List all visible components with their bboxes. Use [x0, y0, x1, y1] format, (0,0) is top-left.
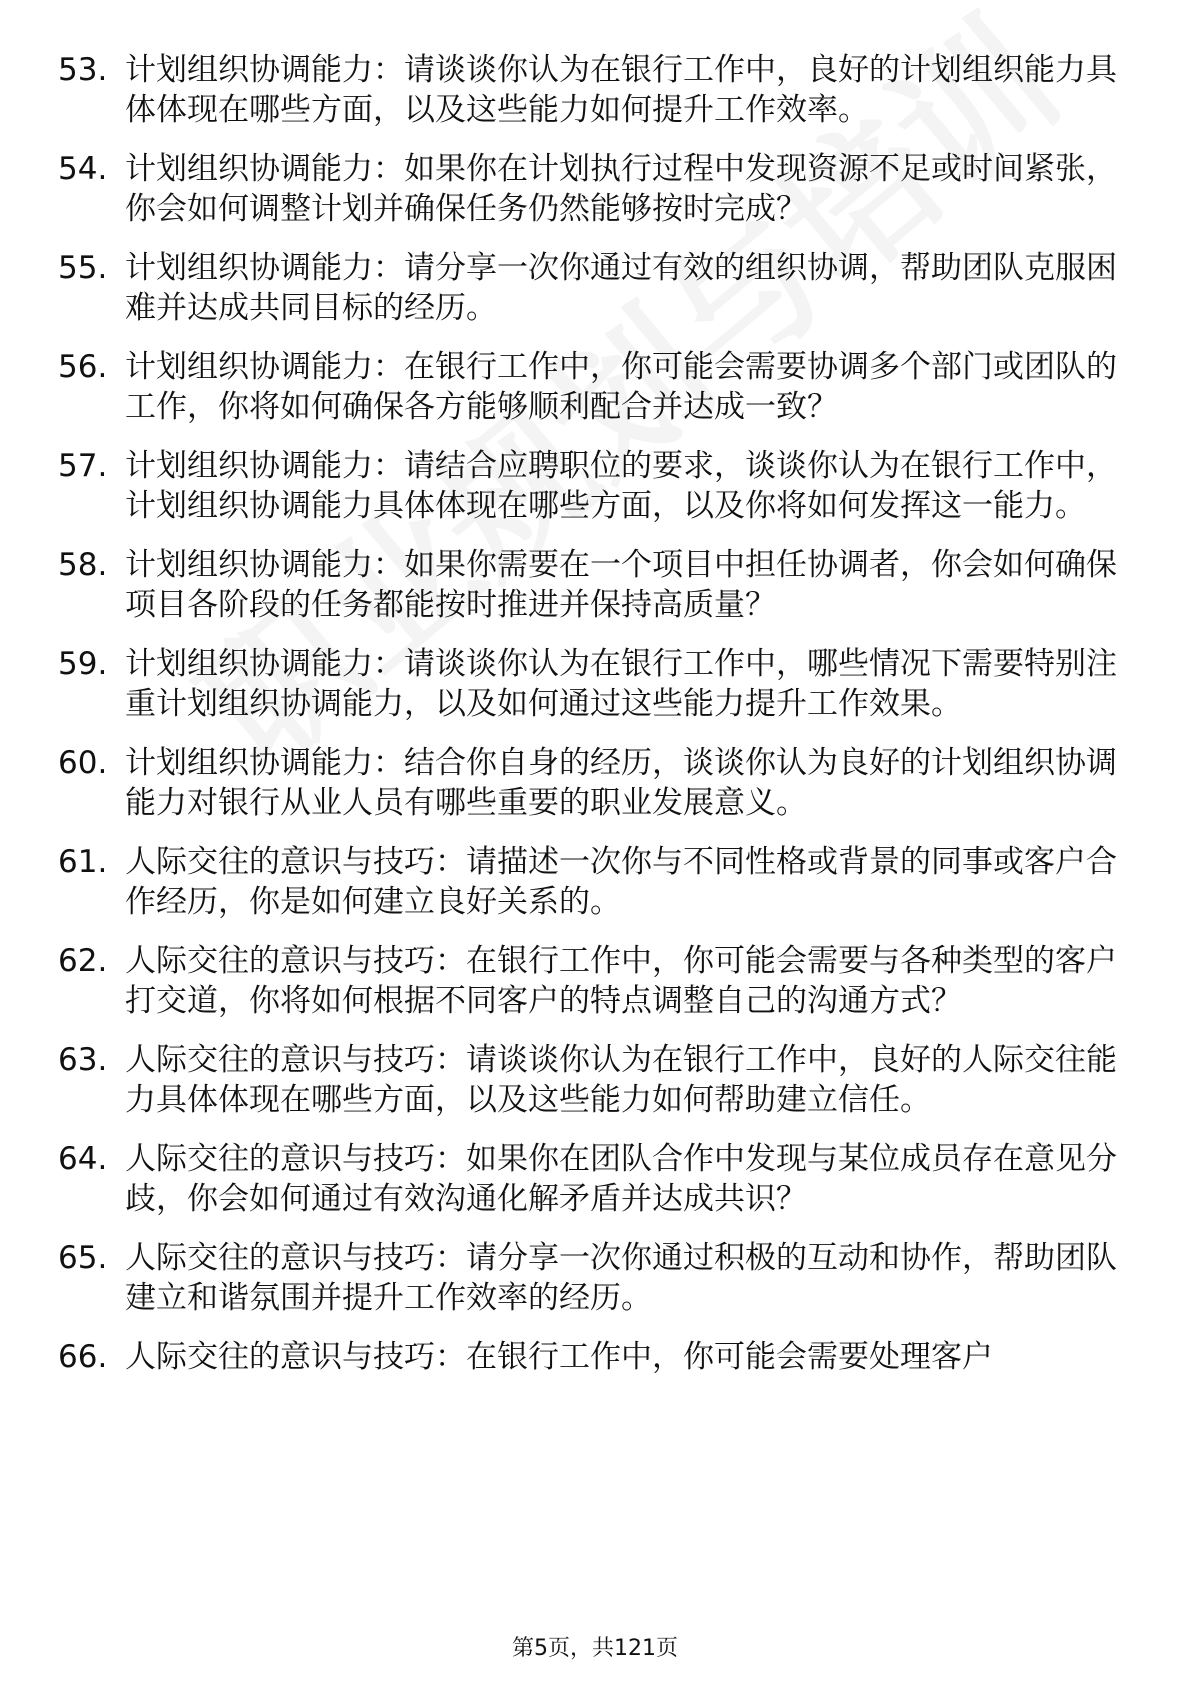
question-number: 63. [58, 1042, 108, 1078]
question-text: 计划组织协调能力：请分享一次你通过有效的组织协调，帮助团队克服困难并达成共同目标的经历。 [125, 250, 1117, 326]
question-text: 计划组织协调能力：请谈谈你认为在银行工作中，哪些情况下需要特别注重计划组织协调能力，以及如何通过这些能力提升工作效果。 [125, 646, 1117, 722]
question-number: 66. [58, 1339, 108, 1375]
question-text: 人际交往的意识与技巧：在银行工作中，你可能会需要与各种类型的客户打交道，你将如何根据不同客户的特点调整自己的沟通方式？ [125, 943, 1117, 1019]
question-number: 65. [58, 1240, 108, 1276]
question-number: 54. [58, 151, 108, 187]
question-number: 53. [58, 52, 108, 88]
question-number: 61. [58, 844, 108, 880]
question-number: 60. [58, 745, 108, 781]
question-text: 计划组织协调能力：在银行工作中，你可能会需要协调多个部门或团队的工作，你将如何确保各方能够顺利配合并达成一致？ [125, 349, 1117, 425]
question-text: 计划组织协调能力：结合你自身的经历，谈谈你认为良好的计划组织协调能力对银行从业人员有哪些重要的职业发展意义。 [125, 745, 1117, 821]
list-item [0, 941, 1117, 1021]
question-text: 人际交往的意识与技巧：如果你在团队合作中发现与某位成员存在意见分歧，你会如何通过有效沟通化解矛盾并达成共识？ [125, 1141, 1117, 1217]
question-text: 人际交往的意识与技巧：请谈谈你认为在银行工作中，良好的人际交往能力具体体现在哪些方面，以及这些能力如何帮助建立信任。 [125, 1042, 1117, 1118]
list-item [0, 347, 1117, 427]
question-number: 58. [58, 547, 108, 583]
question-number: 56. [58, 349, 108, 385]
question-number: 62. [58, 943, 108, 979]
list-item [0, 149, 1117, 229]
question-text: 计划组织协调能力：如果你需要在一个项目中担任协调者，你会如何确保项目各阶段的任务都能按时推进并保持高质量？ [125, 547, 1117, 623]
question-number: 55. [58, 250, 108, 286]
list-item [0, 1238, 1117, 1318]
list-item [0, 743, 1117, 823]
question-number: 64. [58, 1141, 108, 1177]
question-text: 计划组织协调能力：请结合应聘职位的要求，谈谈你认为在银行工作中，计划组织协调能力具体体现在哪些方面，以及你将如何发挥这一能力。 [125, 448, 1117, 524]
list-item [0, 1040, 1117, 1120]
question-text: 计划组织协调能力：请谈谈你认为在银行工作中，良好的计划组织能力具体体现在哪些方面，以及这些能力如何提升工作效率。 [125, 52, 1117, 128]
question-text: 人际交往的意识与技巧：请描述一次你与不同性格或背景的同事或客户合作经历，你是如何建立良好关系的。 [125, 844, 1117, 920]
list-item [0, 644, 1117, 724]
list-item [0, 1337, 1117, 1377]
question-text: 计划组织协调能力：如果你在计划执行过程中发现资源不足或时间紧张，你会如何调整计划并确保任务仍然能够按时完成？ [125, 151, 1117, 227]
question-text: 人际交往的意识与技巧：在银行工作中，你可能会需要处理客户 [125, 1339, 993, 1375]
list-item [0, 545, 1117, 625]
list-item [0, 50, 1117, 130]
list-item [0, 446, 1117, 526]
list-item [0, 842, 1117, 922]
question-list [0, 50, 1190, 1396]
list-item [0, 1139, 1117, 1219]
question-number: 57. [58, 448, 108, 484]
question-text: 人际交往的意识与技巧：请分享一次你通过积极的互动和协作，帮助团队建立和谐氛围并提升工作效率的经历。 [125, 1240, 1117, 1316]
page-number-label: 第5页，共121页 [512, 1636, 678, 1661]
list-item [0, 248, 1117, 328]
question-number: 59. [58, 646, 108, 682]
page-footer [0, 1635, 1190, 1663]
